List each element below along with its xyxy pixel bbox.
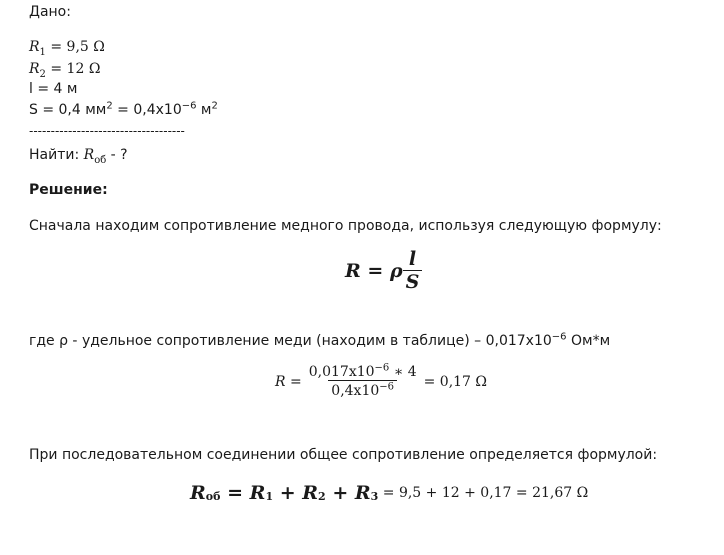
given-r2 <box>29 60 100 78</box>
given-area <box>29 101 218 119</box>
formula1-denominator: S <box>403 270 423 293</box>
formula2-num-b: ∗ 4 <box>389 364 417 380</box>
formula2-lhs: R = <box>275 373 302 390</box>
r2-value: = 12 Ω <box>45 61 101 77</box>
formula3-r3: R <box>354 482 371 504</box>
formula-resistance <box>345 248 422 293</box>
separator-text: ------------------------------------ <box>29 124 185 138</box>
area-part-c: м <box>196 102 212 118</box>
formula1-lhs: R = ρ <box>345 259 403 282</box>
formula-total-resistance: R об = R 1 + R 2 + R 3 = 9,5 + 12 + 0,17 = 21,67 Ω <box>190 482 589 504</box>
r1-subscript: 1 <box>39 46 46 58</box>
formula2-numerator <box>306 364 420 380</box>
formula3-eq: = <box>220 482 250 504</box>
area-sup-1: 2 <box>106 100 113 112</box>
series-note-text: При последовательном соединении общее сопротивление определяется формулой: <box>29 447 658 463</box>
given-length <box>29 80 77 98</box>
r2-subscript: 2 <box>39 68 46 80</box>
formula3-r1: R <box>249 482 266 504</box>
find-symbol: R <box>83 147 95 163</box>
find-line <box>29 146 128 164</box>
formula3-r2: R <box>302 482 319 504</box>
rho-note-text: где ρ - удельное сопротивление меди (находим в таблице) – 0,017х10 <box>29 333 552 349</box>
formula2-den-a: 0,4х10 <box>331 383 380 399</box>
find-rest: - ? <box>106 147 128 163</box>
series-note <box>29 446 657 464</box>
length-value: l = 4 м <box>29 81 78 97</box>
rho-note <box>29 332 610 350</box>
area-part-a: S = 0,4 мм <box>29 102 107 118</box>
rho-note-unit: Ом*м <box>566 333 611 349</box>
r2-symbol: R <box>29 61 40 77</box>
r1-value: = 9,5 Ω <box>45 39 105 55</box>
formula3-plus1: + <box>273 482 303 504</box>
formula2-den-sup: −6 <box>379 381 395 393</box>
intro-text: Сначала находим сопротивление медного провода, используя следующую формулу: <box>29 218 662 234</box>
formula2-num-sup: −6 <box>374 362 390 374</box>
formula1-fraction <box>403 248 423 293</box>
formula3-rhs: = 9,5 + 12 + 0,17 = 21,67 Ω <box>378 485 589 501</box>
r1-symbol: R <box>29 39 40 55</box>
rho-note-sup: −6 <box>551 331 567 343</box>
solution-heading-text: Решение: <box>29 182 108 198</box>
formula2-denominator <box>328 380 397 399</box>
intro-paragraph <box>29 217 662 235</box>
find-label: Найти: <box>29 147 84 163</box>
given-heading-text: Дано: <box>29 4 71 20</box>
formula1-numerator: l <box>408 248 417 270</box>
given-heading <box>29 3 71 21</box>
area-sup-2: −6 <box>181 100 197 112</box>
formula3-r: R <box>190 482 206 504</box>
formula2-rhs: = 0,17 Ω <box>423 373 488 390</box>
formula-calculation <box>275 364 487 399</box>
separator-line <box>29 122 185 140</box>
formula2-fraction <box>306 364 420 399</box>
area-sup-3: 2 <box>211 100 218 112</box>
solution-heading <box>29 181 108 199</box>
find-subscript: об <box>94 154 107 166</box>
formula2-num-a: 0,017х10 <box>308 364 375 380</box>
formula3-plus2: + <box>325 482 355 504</box>
given-r1 <box>29 38 105 56</box>
area-part-b: = 0,4х10 <box>112 102 182 118</box>
